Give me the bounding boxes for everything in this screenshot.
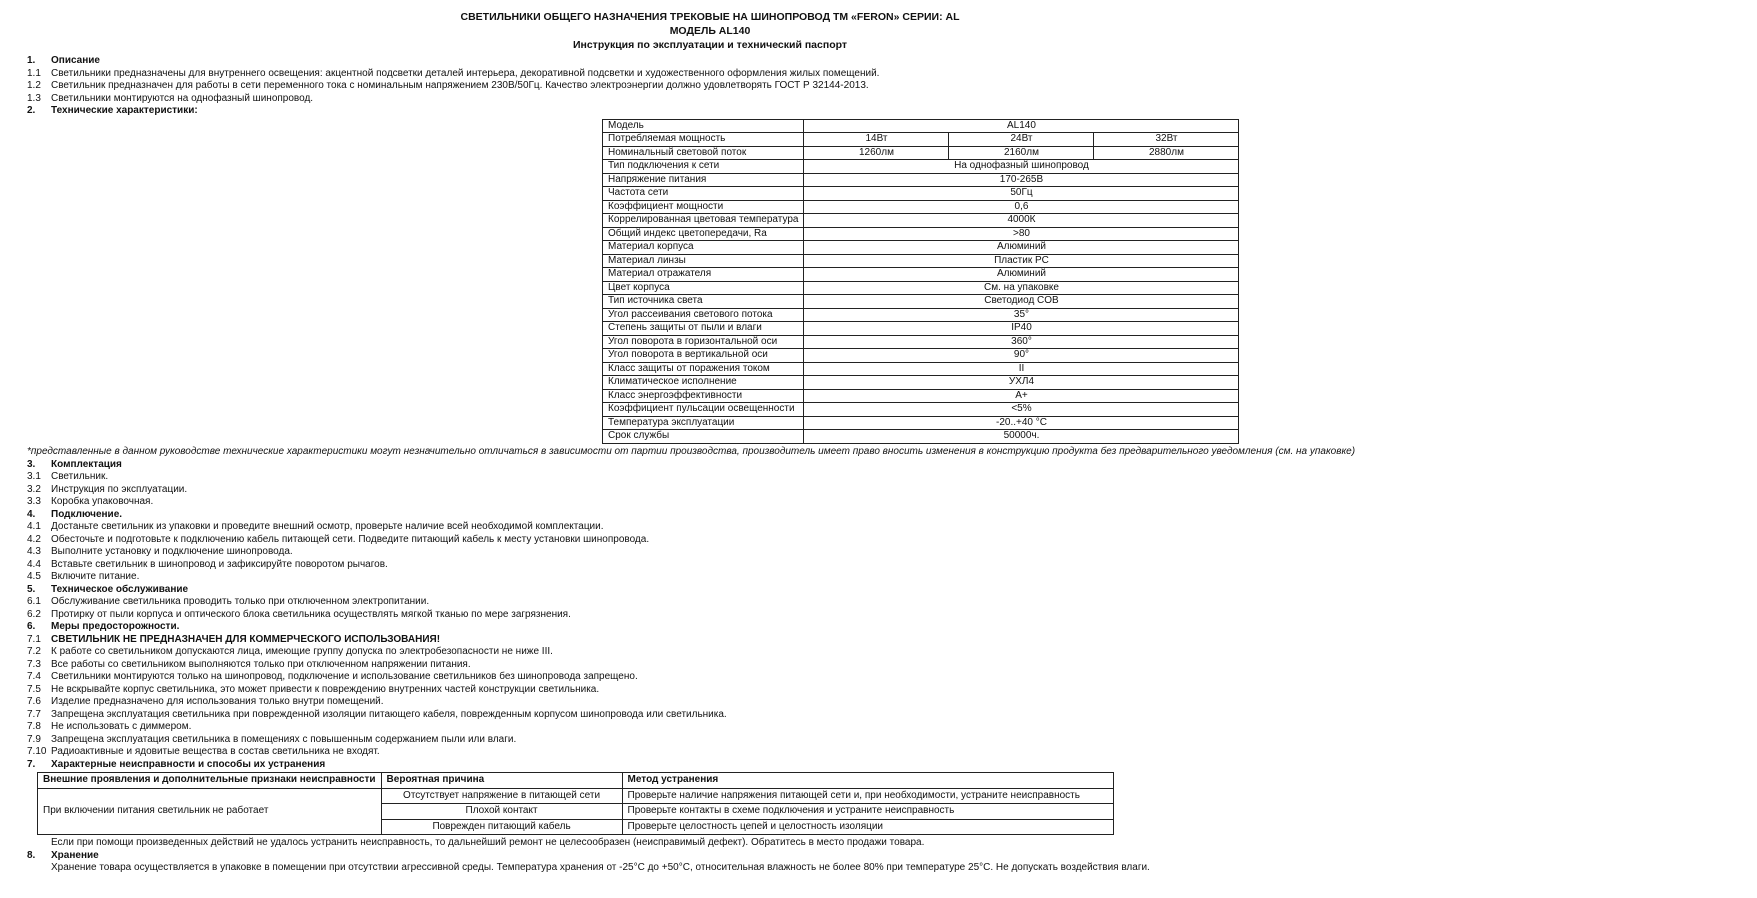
list-item: 6.2 Протирку от пыли корпуса и оптического блока светильника осуществлять мягкой тканью по мере загрязнения. <box>27 608 571 620</box>
table-row <box>38 788 1114 804</box>
list-item: 7.9 Запрещена эксплуатация светильника в помещениях с повышенным содержанием пыли или влаги. <box>27 733 517 745</box>
table-row <box>603 254 1239 268</box>
spec-label: Срок службы <box>603 430 804 444</box>
document-body <box>27 55 1727 875</box>
cause-cell: Отсутствует напряжение в питающей сети <box>381 788 622 804</box>
spec-label: Материал корпуса <box>603 241 804 255</box>
spec-label: Класс энергоэффективности <box>603 389 804 403</box>
spec-label: Коррелированная цветовая температура <box>603 214 804 228</box>
spec-value: <5% <box>804 403 1239 417</box>
spec-value: >80 <box>804 227 1239 241</box>
fix-cell: Проверьте контакты в схеме подключения и устраните неисправность <box>622 804 1113 820</box>
spec-value: IP40 <box>804 322 1239 336</box>
list-item: 7.5 Не вскрывайте корпус светильника, это может привести к повреждению внутренних частей конструкции светильника. <box>27 683 600 695</box>
spec-label: Тип подключения к сети <box>603 160 804 174</box>
fix-cell: Проверьте целостность цепей и целостность изоляции <box>622 819 1113 835</box>
table-row <box>603 241 1239 255</box>
spec-value: -20..+40 °C <box>804 416 1239 430</box>
spec-value: 50000ч. <box>804 430 1239 444</box>
spec-value: Светодиод COB <box>804 295 1239 309</box>
table-row <box>603 389 1239 403</box>
table-row <box>603 335 1239 349</box>
list-item: 7.6 Изделие предназначено для использования только внутри помещений. <box>27 696 384 707</box>
table-row <box>603 295 1239 309</box>
spec-value: На однофазный шинопровод <box>804 160 1239 174</box>
fix-cell: Проверьте наличие напряжения питающей сети и, при необходимости, устраните неисправность <box>622 788 1113 804</box>
spec-label: Угол поворота в горизонтальной оси <box>603 335 804 349</box>
spec-value: 24Вт <box>949 133 1094 147</box>
table-row <box>603 187 1239 201</box>
list-item: 7.7 Запрещена эксплуатация светильника при поврежденной изоляции питающего кабеля, поврежденным корпусом шинопровода или светильника. <box>27 708 727 720</box>
list-item: 3.3 Коробка упаковочная. <box>27 496 154 507</box>
spec-value: 90° <box>804 349 1239 363</box>
spec-value: 4000К <box>804 214 1239 228</box>
storage-text: Хранение товара осуществляется в упаковке в помещении при отсутствии агрессивной среды. Температура хранения от -25°C до +50°C, относительная влажность не более 80% при температуре 25°C. Не допускать воздействия влаги. <box>51 862 1150 873</box>
table-row <box>603 430 1239 444</box>
list-item: 7.1 СВЕТИЛЬНИК НЕ ПРЕДНАЗНАЧЕН ДЛЯ КОММЕРЧЕСКОГО ИСПОЛЬЗОВАНИЯ! <box>27 633 441 645</box>
column-header: Внешние проявления и дополнительные признаки неисправности <box>38 773 382 789</box>
spec-label: Номинальный световой поток <box>603 146 804 160</box>
spec-value: Алюминий <box>804 268 1239 282</box>
table-row <box>603 133 1239 147</box>
spec-value: См. на упаковке <box>804 281 1239 295</box>
table-row <box>603 268 1239 282</box>
spec-value: 2160лм <box>949 146 1094 160</box>
list-item: 7.4 Светильники монтируются только на шинопровод, подключение и использование светильников без шинопровода запрещено. <box>27 671 638 682</box>
table-row <box>603 362 1239 376</box>
spec-label: Частота сети <box>603 187 804 201</box>
list-item: 4.2 Обесточьте и подготовьте к подключению кабель питающей сети. Подведите питающий кабель к месту установки шинопровода. <box>27 533 650 545</box>
table-row <box>603 214 1239 228</box>
spec-label: Класс защиты от поражения током <box>603 362 804 376</box>
table-row <box>603 119 1239 133</box>
list-item: 4.1 Достаньте светильник из упаковки и проведите внешний осмотр, проверьте наличие всей необходимой комплектации. <box>27 521 604 532</box>
section-8-heading: 8. Хранение <box>27 849 99 861</box>
model-title: МОДЕЛЬ AL140 <box>669 25 751 37</box>
spec-label: Коэффициент пульсации освещенности <box>603 403 804 417</box>
spec-label: Угол поворота в вертикальной оси <box>603 349 804 363</box>
list-item: 3.2 Инструкция по эксплуатации. <box>27 483 188 495</box>
table-row <box>603 308 1239 322</box>
table-header-row <box>38 773 1114 789</box>
table-row <box>603 349 1239 363</box>
list-item: 1.3 Светильники монтируются на однофазный шинопровод. <box>27 92 314 104</box>
list-item: 3.1 Светильник. <box>27 471 109 482</box>
section-5-heading: 5. Техническое обслуживание <box>27 583 189 595</box>
troubleshooting-table <box>37 772 1114 835</box>
symptom-cell: При включении питания светильник не работает <box>38 788 382 835</box>
spec-value: 14Вт <box>804 133 949 147</box>
list-item: 6.1 Обслуживание светильника проводить только при отключенном электропитании. <box>27 596 430 607</box>
spec-label: Цвет корпуса <box>603 281 804 295</box>
table-row <box>603 173 1239 187</box>
spec-value: 360° <box>804 335 1239 349</box>
spec-label: Общий индекс цветопередачи, Ra <box>603 227 804 241</box>
spec-value: 1260лм <box>804 146 949 160</box>
spec-value: Пластик PC <box>804 254 1239 268</box>
spec-value: 170-265В <box>804 173 1239 187</box>
specs-footnote: *представленные в данном руководстве технические характеристики могут незначительно отличаться в зависимости от партии производства, производитель имеет право вносить изменения в конструкцию продукта без предварительного уведомления (см. на упаковке) <box>27 445 1356 457</box>
table-row <box>603 160 1239 174</box>
troubleshooting-note: Если при помощи произведенных действий не удалось устранить неисправность, то дальнейший ремонт не целесообразен (неисправимый дефект). Обратитесь в место продажи товара. <box>51 837 925 848</box>
spec-label: Модель <box>603 119 804 133</box>
list-item: 7.10 Радиоактивные и ядовитые вещества в состав светильника не входят. <box>27 746 380 757</box>
table-row <box>603 200 1239 214</box>
section-4-heading: 4. Подключение. <box>27 508 123 520</box>
table-row <box>603 322 1239 336</box>
spec-value: 50Гц <box>804 187 1239 201</box>
spec-value: Алюминий <box>804 241 1239 255</box>
spec-label: Климатическое исполнение <box>603 376 804 390</box>
list-item: 4.5 Включите питание. <box>27 571 140 582</box>
list-item: 4.3 Выполните установку и подключение шинопровода. <box>27 546 293 557</box>
section-1-heading: 1. Описание <box>27 55 100 66</box>
section-7-heading: 7. Характерные неисправности и способы их устранения <box>27 758 326 770</box>
cause-cell: Плохой контакт <box>381 804 622 820</box>
list-item: 4.4 Вставьте светильник в шинопровод и зафиксируйте поворотом рычагов. <box>27 558 388 570</box>
table-row <box>603 146 1239 160</box>
spec-value: II <box>804 362 1239 376</box>
table-row <box>603 416 1239 430</box>
cause-cell: Поврежден питающий кабель <box>381 819 622 835</box>
section-2-heading: 2. Технические характеристики: <box>27 105 198 116</box>
table-row <box>603 403 1239 417</box>
spec-label: Материал отражателя <box>603 268 804 282</box>
list-item: 1.2 Светильник предназначен для работы в сети переменного тока с номинальным напряжением 230В/50Гц. Качество электроэнергии должно удовлетворять ГОСТ Р 32144-2013. <box>27 80 869 91</box>
spec-value: A+ <box>804 389 1239 403</box>
list-item: 1.1 Светильники предназначены для внутреннего освещения: акцентной подсветки деталей интерьера, декоративной подсветки и художественного оформления жилых помещений. <box>27 67 880 79</box>
spec-label: Тип источника света <box>603 295 804 309</box>
spec-label: Коэффициент мощности <box>603 200 804 214</box>
document-subtitle: Инструкция по эксплуатации и технический паспорт <box>572 39 848 51</box>
spec-value: УХЛ4 <box>804 376 1239 390</box>
column-header: Метод устранения <box>622 773 1113 789</box>
spec-value: 0,6 <box>804 200 1239 214</box>
list-item: 7.3 Все работы со светильником выполняются только при отключенном напряжении питания. <box>27 658 471 670</box>
spec-label: Угол рассеивания светового потока <box>603 308 804 322</box>
spec-value: 2880лм <box>1094 146 1239 160</box>
table-row <box>603 376 1239 390</box>
section-6-heading: 6. Меры предосторожности. <box>27 621 180 632</box>
spec-value: AL140 <box>804 119 1239 133</box>
list-item: 7.8 Не использовать с диммером. <box>27 721 192 732</box>
spec-label: Степень защиты от пыли и влаги <box>603 322 804 336</box>
spec-label: Напряжение питания <box>603 173 804 187</box>
spec-label: Потребляемая мощность <box>603 133 804 147</box>
column-header: Вероятная причина <box>381 773 622 789</box>
section-3-heading: 3. Комплектация <box>27 458 122 470</box>
spec-label: Температура эксплуатации <box>603 416 804 430</box>
table-row <box>603 227 1239 241</box>
table-row <box>603 281 1239 295</box>
specs-table <box>602 119 1239 444</box>
list-item: 7.2 К работе со светильником допускаются лица, имеющие группу допуска по электробезопасности не ниже III. <box>27 646 553 657</box>
spec-value: 35° <box>804 308 1239 322</box>
spec-label: Материал линзы <box>603 254 804 268</box>
document-title: СВЕТИЛЬНИКИ ОБЩЕГО НАЗНАЧЕНИЯ ТРЕКОВЫЕ НА ШИНОПРОВОД ТМ «FERON» СЕРИИ: AL <box>460 11 960 23</box>
spec-value: 32Вт <box>1094 133 1239 147</box>
document-header <box>0 10 1420 52</box>
